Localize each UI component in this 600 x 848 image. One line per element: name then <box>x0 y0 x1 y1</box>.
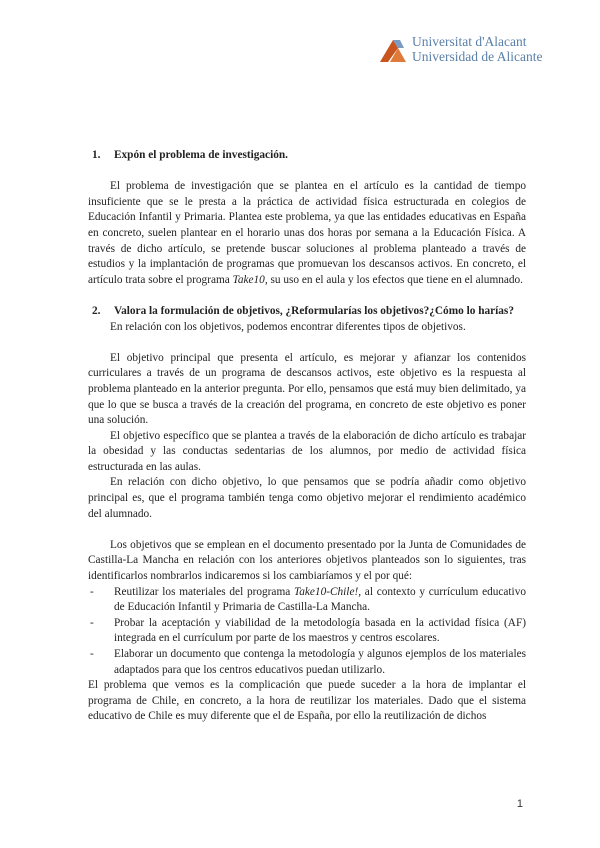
program-name-take10: Take10, <box>232 273 268 286</box>
list-item-text: Reutilizar los materiales del programa Take10-Chile!, al contexto y currículum educativo de Educación Infantil y Primaria de Castilla-La Mancha. <box>114 585 526 614</box>
added-objective-paragraph: En relación con dicho objetivo, lo que pensamos que se podría añadir como objetivo principal es, que el programa también tenga como objetivo mejorar el rendimiento académico del alumnado. <box>88 476 526 520</box>
university-name <box>412 34 542 64</box>
university-emblem-icon <box>378 36 408 64</box>
section-2-title: Valora la formulación de objetivos, ¿Reformularías los objetivos?¿Cómo lo harías? <box>114 304 514 317</box>
list-item <box>88 585 526 616</box>
specific-objective-paragraph: El objetivo específico que se plantea a través de la elaboración de dicho artículo es trabajar la obesidad y las conductas sedentarias de los alumnos, por medio de actividad física estructurada en las aulas. <box>88 429 526 473</box>
list-item-text: Elaborar un documento que contenga la metodología y algunos ejemplos de los materiales adaptados para que los centros educativos puedan utilizarlo. <box>114 648 526 676</box>
section-1-heading <box>88 148 526 164</box>
logo-line-spanish: Universidad de Alicante <box>412 49 543 64</box>
junta-objectives-paragraph: Los objetivos que se emplean en el documento presentado por la Junta de Comunidades de Castilla-La Mancha en relación con los anteriores objetivos planteados son lo siguientes, tras identificarlos nombrarlos indicaremos si los cambiaríamos y el por qué: <box>88 538 526 583</box>
university-logo <box>378 34 558 68</box>
list-item <box>88 616 526 647</box>
section-2-intro: En relación con los objetivos, podemos encontrar diferentes tipos de objetivos. <box>110 320 466 333</box>
logo-line-valencian: Universitat d'Alacant <box>412 34 527 49</box>
program-name-take10-chile: Take10-Chile!, <box>294 585 362 598</box>
section-1-text-end: su uso en el aula y los efectos que tiene en el alumnado. <box>267 273 524 286</box>
section-1-paragraph <box>88 179 526 288</box>
document-body <box>88 148 526 725</box>
final-paragraph: El problema que vemos es la complicación que puede suceder a la hora de implantar el programa de Chile, en concreto, a la hora de reutilizar los materiales. Dado que el sistema educativo de Chile es muy diferente que el de España, por ello la reutilización de dichos <box>88 679 526 723</box>
section-2-number: 2. <box>92 304 101 317</box>
list-item-text: Probar la aceptación y viabilidad de la metodología basada en la actividad física (AF) integrada en el currículum por parte de los maestros y centros escolares. <box>114 616 526 645</box>
list-bullet: - <box>90 648 94 660</box>
general-objective-paragraph: El objetivo principal que presenta el artículo, es mejorar y afianzar los contenidos curriculares a través de un programa de descansos activos, este objetivo es la respuesta al problema planteado en la anterior pregunta. Por ello, pensamos que está muy bien delimitado, ya que lo que se busca a través de la creación del programa, en concreto de este objetivo es poner una solución. <box>88 351 526 427</box>
list-bullet: - <box>90 616 94 629</box>
objectives-list <box>88 585 526 679</box>
list-item <box>88 647 526 678</box>
list-bullet: - <box>90 585 94 598</box>
section-1-title: Expón el problema de investigación. <box>114 149 288 161</box>
section-2-heading <box>88 304 526 320</box>
section-1-number: 1. <box>92 149 101 161</box>
section-1-text: El problema de investigación que se plantea en el artículo es la cantidad de tiempo insuficiente que se le presta a la práctica de actividad física estructurada en colegios de Educación Infantil y Primaria. Plantea este problema, ya que las entidades educativas en España en concreto, suelen plantear en el horario unas dos horas por semana a la Educación Física. A través de dicho artículo, se pretende buscar soluciones al problema planteado a través de estudios y la implantación de programas que promuevan los descansos activos. En concreto, el artículo trata sobre el programa <box>88 180 526 286</box>
page-number: 1 <box>516 798 523 810</box>
